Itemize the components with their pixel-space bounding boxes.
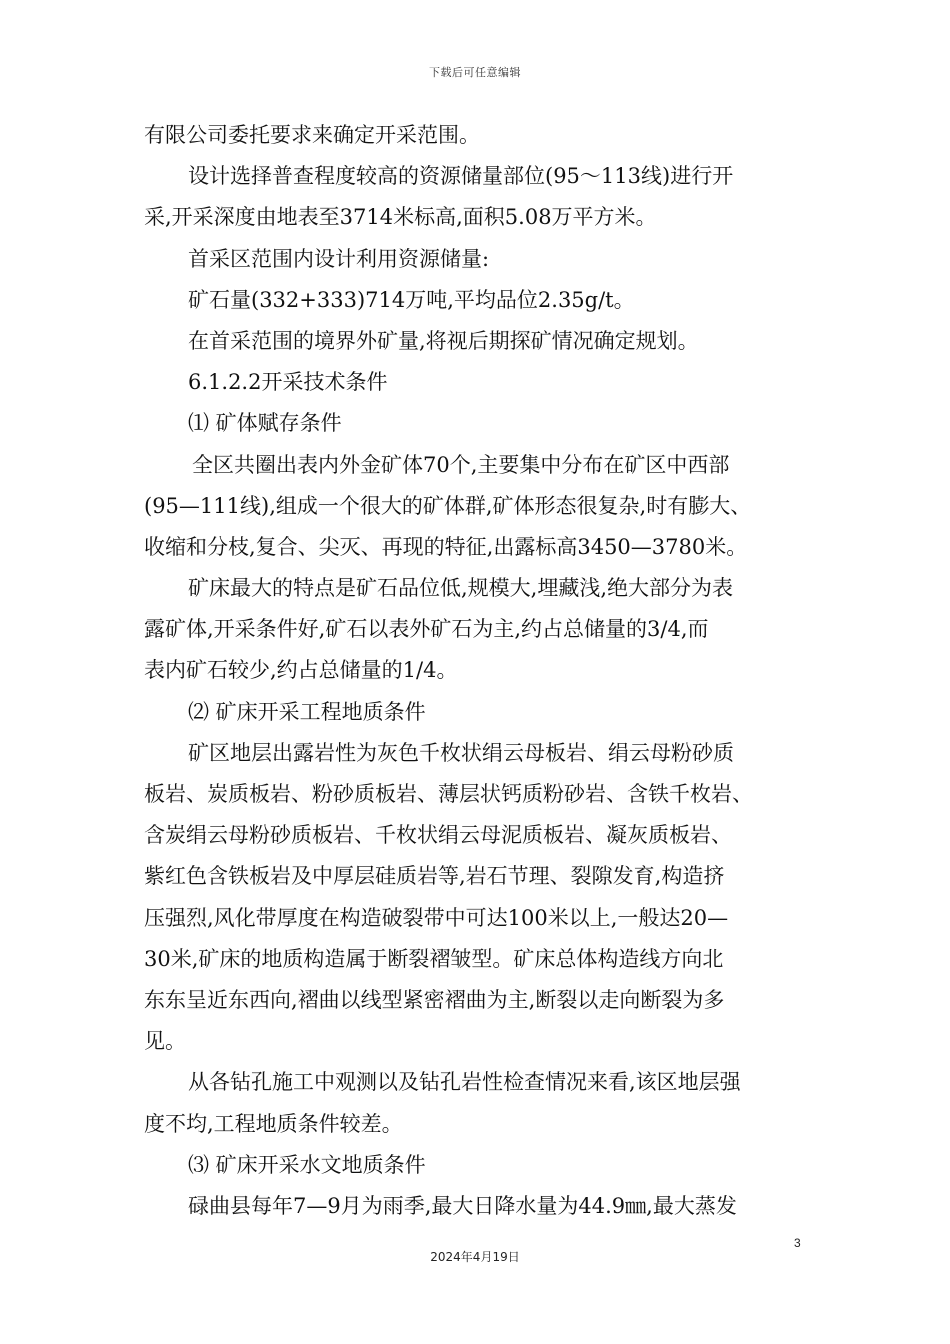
body-line: 含炭绢云母粉砂质板岩、千枚状绢云母泥质板岩、凝灰质板岩、 (144, 823, 732, 848)
body-line: 有限公司委托要求来确定开采范围。 (144, 123, 480, 147)
body-line: 露矿体,开采条件好,矿石以表外矿石为主,约占总储量的3/4,而 (144, 617, 709, 642)
body-line: 度不均,工程地质条件较差。 (144, 1111, 403, 1136)
page-header: 下载后可任意编辑 (429, 66, 521, 79)
footer-date: 2024年4月19日 (430, 1250, 520, 1264)
body-line: 从各钻孔施工中观测以及钻孔岩性检查情况来看,该区地层强 (188, 1070, 741, 1095)
body-line: 碌曲县每年7—9月为雨季,最大日降水量为44.9㎜,最大蒸发 (188, 1193, 737, 1218)
body-line: 板岩、炭质板岩、粉砂质板岩、薄层状钙质粉砂岩、含铁千枚岩、 (144, 782, 753, 806)
body-line: 在首采范围的境界外矿量,将视后期探矿情况确定规划。 (188, 328, 699, 353)
body-line: 30米,矿床的地质构造属于断裂褶皱型。矿床总体构造线方向北 (144, 946, 724, 971)
body-line: 收缩和分枝,复合、尖灭、再现的特征,出露标高3450—3780米。 (144, 534, 748, 559)
body-line: 首采区范围内设计利用资源储量: (188, 246, 490, 271)
body-line: 东东呈近东西向,褶曲以线型紧密褶曲为主,断裂以走向断裂为多 (144, 987, 725, 1012)
body-line: 全区共圈出表内外金矿体70个,主要集中分布在矿区中西部 (192, 452, 730, 477)
body-line: 采,开采深度由地表至3714米标高,面积5.08万平方米。 (144, 205, 657, 230)
body-line: 矿区地层出露岩性为灰色千枚状绢云母板岩、绢云母粉砂质 (188, 740, 734, 765)
section-heading: 6.1.2.2开采技术条件 (188, 370, 388, 395)
body-line: 压强烈,风化带厚度在构造破裂带中可达100米以上,一般达20— (144, 905, 729, 930)
body-line: 设计选择普查程度较高的资源储量部位(95～113线)进行开 (188, 164, 734, 189)
body-line: (95—111线),组成一个很大的矿体群,矿体形态很复杂,时有膨大、 (144, 493, 752, 518)
document-body (144, 115, 814, 1227)
body-line: 见。 (144, 1029, 186, 1054)
page-number: 3 (794, 1236, 801, 1250)
body-line: 矿床最大的特点是矿石品位低,规模大,埋藏浅,绝大部分为表 (188, 576, 734, 601)
body-line: 表内矿石较少,约占总储量的1/4。 (144, 658, 458, 683)
body-line: 矿石量(332+333)714万吨,平均品位2.35g/t。 (188, 287, 635, 312)
subsection-heading: ⑴ 矿体赋存条件 (188, 411, 342, 436)
subsection-heading: ⑶ 矿床开采水文地质条件 (188, 1152, 426, 1177)
subsection-heading: ⑵ 矿床开采工程地质条件 (188, 699, 426, 724)
body-line: 紫红色含铁板岩及中厚层硅质岩等,岩石节理、裂隙发育,构造挤 (144, 864, 725, 889)
